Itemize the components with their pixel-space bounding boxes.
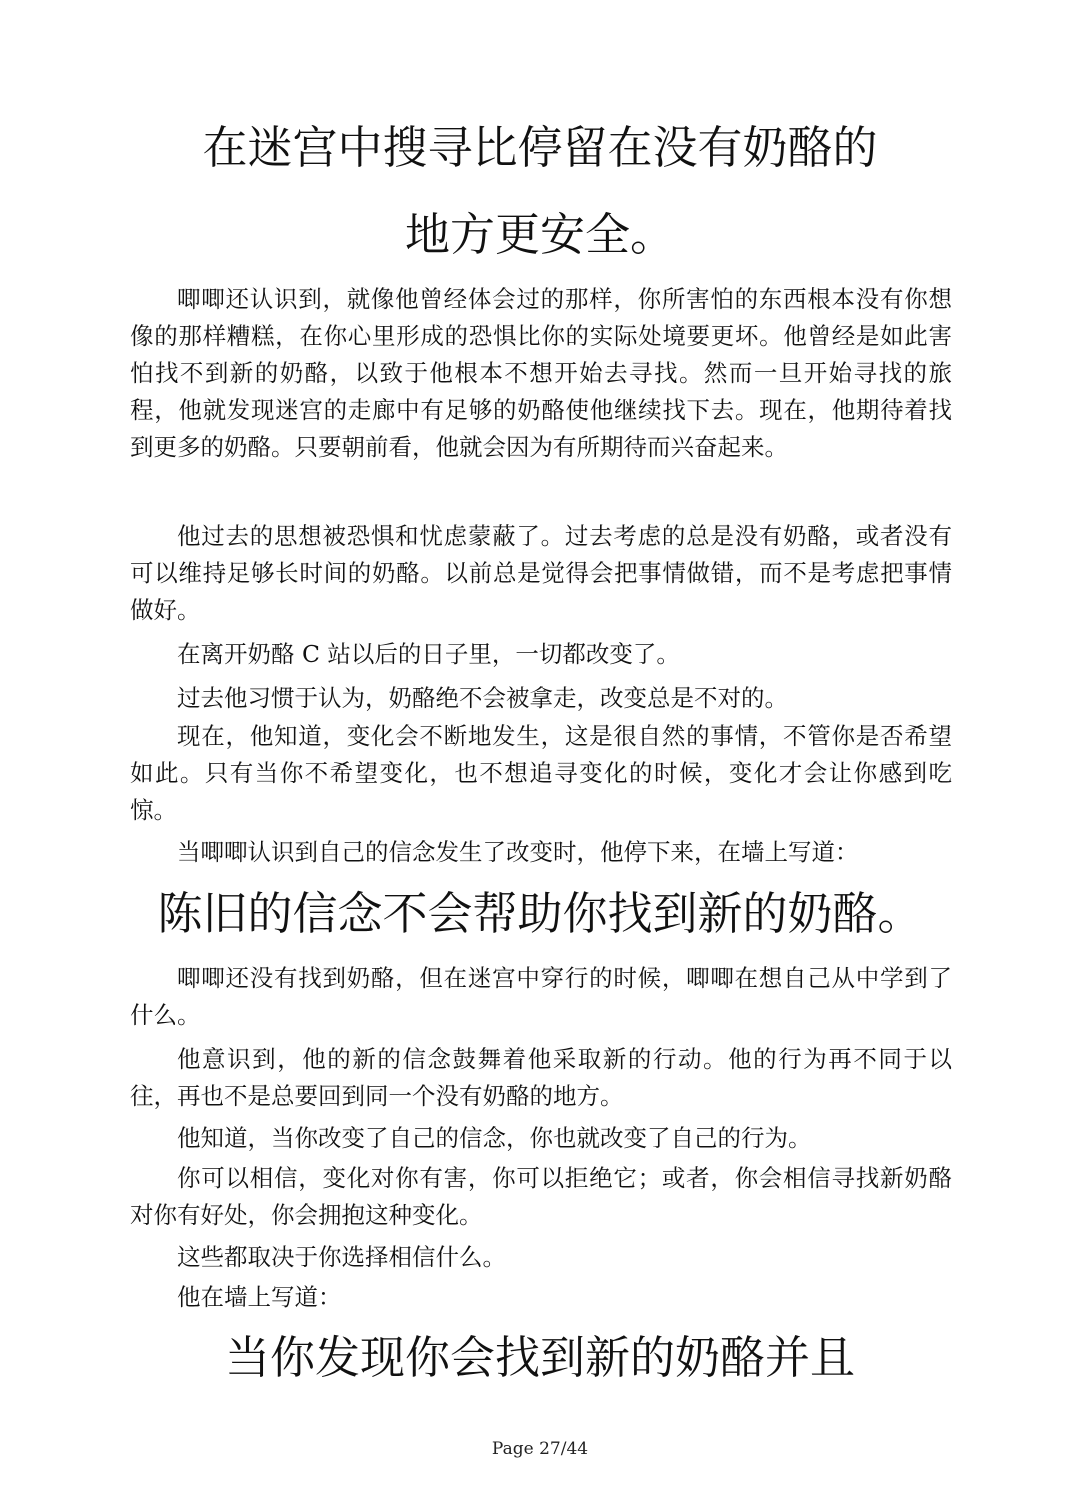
- body-paragraph: 当唧唧认识到自己的信念发生了改变时，他停下来，在墙上写道：: [177, 838, 859, 866]
- body-paragraph: 过去他习惯于认为，奶酪绝不会被拿走，改变总是不对的。: [177, 684, 788, 712]
- page-number: Page 27/44: [491, 1439, 589, 1459]
- body-paragraph: 唧唧还没有找到奶酪，但在迷宫中穿行的时候，唧唧在想自己从中学到了什么。: [130, 964, 952, 1029]
- body-paragraph: 唧唧还认识到，就像他曾经体会过的那样，你所害怕的东西根本没有你想像的那样糟糕，在你心里形成的恐惧比你的实际处境要更坏。他曾经是如此害怕找不到新的奶酪，以致于他根本不想开始去寻找。然而一旦开始寻找的旅程，他就发现迷宫的走廊中有足够的奶酪使他继续找下去。现在，他期待着找到更多的奶酪。只要朝前看，他就会因为有所期待而兴奋起来。: [130, 285, 952, 461]
- body-paragraph: 现在，他知道，变化会不断地发生，这是很自然的事情，不管你是否希望如此。只有当你不希望变化，也不想追寻变化的时候，变化才会让你感到吃惊。: [130, 722, 952, 824]
- body-paragraph: 这些都取决于你选择相信什么。: [177, 1243, 506, 1271]
- body-paragraph: 在离开奶酪 C 站以后的日子里，一切都改变了。: [177, 640, 680, 668]
- body-paragraph: 他在墙上写道：: [177, 1283, 342, 1311]
- body-paragraph: 他意识到，他的新的信念鼓舞着他采取新的行动。他的行为再不同于以往，再也不是总要回到同一个没有奶酪的地方。: [130, 1045, 952, 1110]
- body-paragraph: 你可以相信，变化对你有害，你可以拒绝它；或者，你会相信寻找新奶酪对你有好处，你会拥抱这种变化。: [130, 1164, 952, 1229]
- body-paragraph: 他知道，当你改变了自己的信念，你也就改变了自己的行为。: [177, 1124, 812, 1152]
- wall-writing-heading-continued: 当你发现你会找到新的奶酪并且: [224, 1331, 855, 1384]
- section-heading-line1: 在迷宫中搜寻比停留在没有奶酪的: [202, 121, 878, 174]
- section-heading-line2: 地方更安全。: [404, 208, 675, 261]
- wall-writing-heading: 陈旧的信念不会帮助你找到新的奶酪。: [157, 887, 923, 940]
- body-paragraph: 他过去的思想被恐惧和忧虑蒙蔽了。过去考虑的总是没有奶酪，或者没有可以维持足够长时间的奶酪。以前总是觉得会把事情做错，而不是考虑把事情做好。: [130, 522, 952, 624]
